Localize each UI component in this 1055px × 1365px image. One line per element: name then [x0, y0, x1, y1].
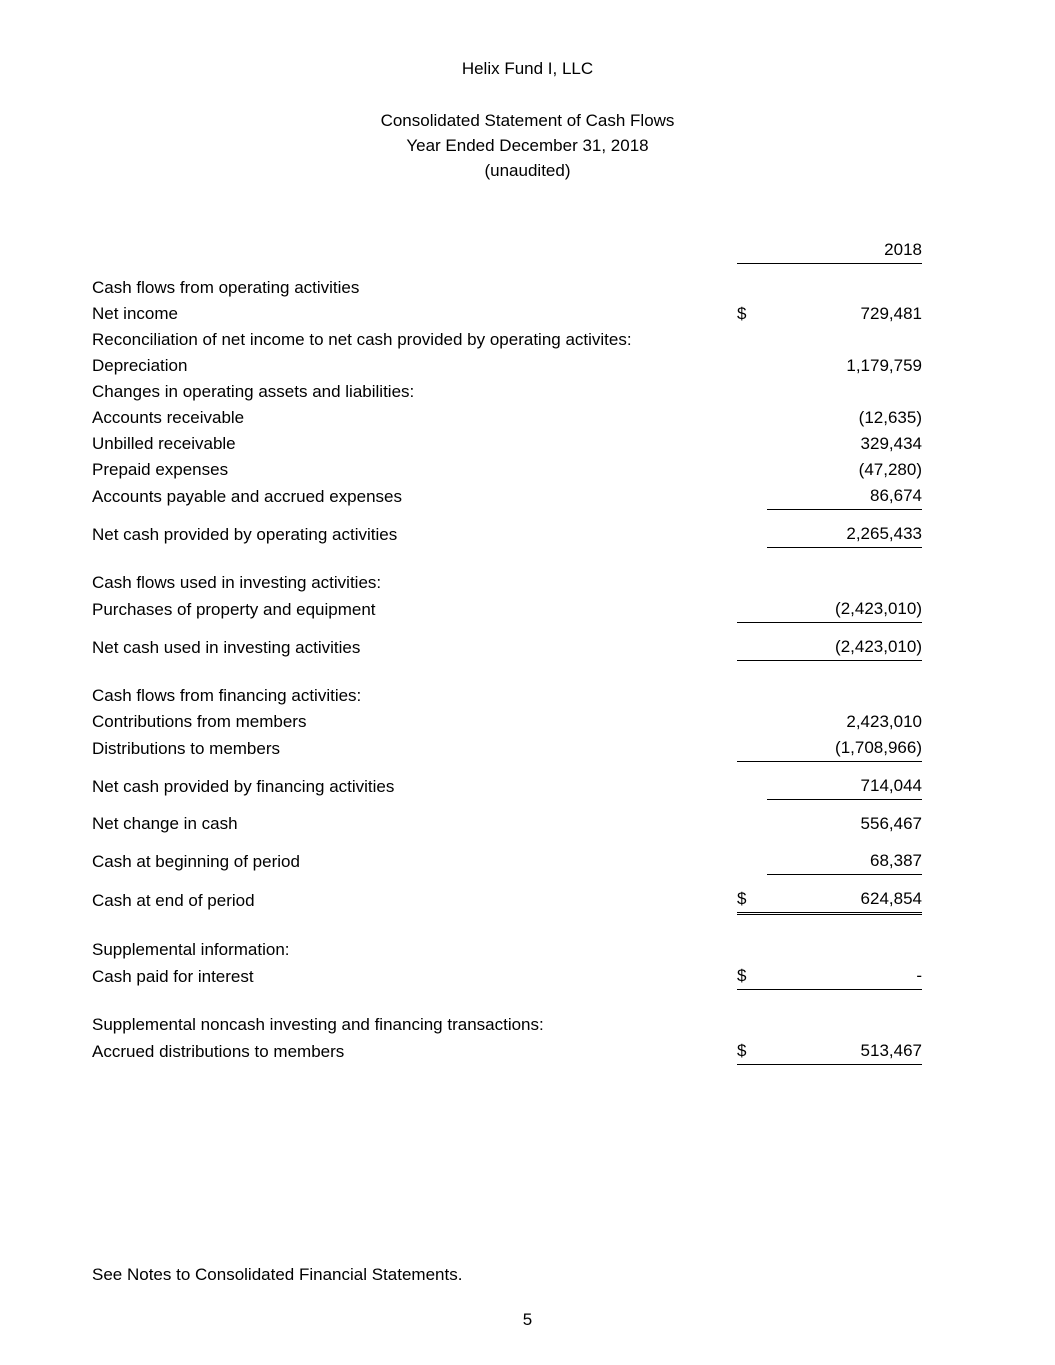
- table-row: [92, 937, 922, 963]
- table-row: [92, 301, 922, 327]
- table-row: [92, 431, 922, 457]
- spacer-row: [92, 762, 922, 774]
- table-row: [92, 353, 922, 379]
- table-row: [92, 405, 922, 431]
- row-amount-net-income: 729,481: [860, 304, 922, 323]
- row-amount-purchases-ppe: (2,423,010): [767, 596, 922, 623]
- row-label-net-cash-investing: Net cash used in investing activities: [92, 637, 361, 657]
- row-label-cash-end: Cash at end of period: [92, 890, 255, 910]
- row-label-unbilled-receivable: Unbilled receivable: [92, 434, 236, 453]
- row-amount-net-cash-operating: 2,265,433: [767, 521, 922, 548]
- spacer-row: [92, 548, 922, 571]
- row-amount-contributions: 2,423,010: [846, 712, 922, 731]
- table-row: [92, 848, 922, 875]
- row-amount-accrued-distributions: 513,467: [767, 1038, 922, 1065]
- table-row: [92, 683, 922, 709]
- table-row: [92, 634, 922, 661]
- table-row: [92, 886, 922, 914]
- spacer-row: [92, 510, 922, 522]
- spacer-row: [92, 875, 922, 887]
- row-label-investing-header: Cash flows used in investing activities:: [92, 573, 382, 592]
- row-amount-depreciation: 1,179,759: [846, 356, 922, 375]
- table-row: [92, 379, 922, 405]
- row-label-net-cash-financing: Net cash provided by financing activities: [92, 776, 395, 796]
- header-blank-cell: [92, 237, 737, 264]
- row-label-contributions: Contributions from members: [92, 712, 307, 731]
- row-label-net-income: Net income: [92, 304, 178, 323]
- row-amount-unbilled-receivable: 329,434: [860, 434, 922, 453]
- row-amount-cash-end: 624,854: [767, 886, 922, 914]
- statement-audit-status: (unaudited): [484, 161, 571, 180]
- row-amount-prepaid-expenses: (47,280): [858, 460, 922, 479]
- row-amount-net-change-cash: 556,467: [860, 814, 922, 833]
- table-row: [92, 327, 922, 353]
- row-label-net-change-cash: Net change in cash: [92, 814, 238, 833]
- currency-symbol: $: [737, 886, 767, 914]
- row-label-operating-header: Cash flows from operating activities: [92, 278, 360, 297]
- row-label-supplemental-noncash-header: Supplemental noncash investing and financing transactions:: [92, 1015, 544, 1034]
- spacer-row: [92, 264, 922, 276]
- row-amount-net-cash-financing: 714,044: [767, 773, 922, 800]
- row-amount-net-cash-investing: (2,423,010): [767, 634, 922, 661]
- row-amount-accounts-receivable: (12,635): [858, 408, 922, 427]
- table-row: [92, 570, 922, 596]
- statement-title: Consolidated Statement of Cash Flows: [380, 111, 675, 130]
- spacer-row: [92, 623, 922, 635]
- cash-flow-table: [92, 237, 922, 1065]
- row-label-financing-header: Cash flows from financing activities:: [92, 686, 362, 705]
- table-row: [92, 709, 922, 735]
- table-row: [92, 963, 922, 990]
- spacer-row: [92, 990, 922, 1013]
- row-amount-cash-beginning: 68,387: [767, 848, 922, 875]
- row-label-accrued-distributions: Accrued distributions to members: [92, 1041, 345, 1061]
- table-header-row: [92, 237, 922, 264]
- row-label-reconciliation: Reconciliation of net income to net cash provided by operating activites:: [92, 330, 632, 349]
- row-label-accounts-receivable: Accounts receivable: [92, 408, 245, 427]
- page-number: 5: [522, 1310, 533, 1329]
- row-label-net-cash-operating: Net cash provided by operating activities: [92, 524, 398, 544]
- table-row: [92, 1038, 922, 1065]
- table-row: [92, 811, 922, 837]
- table-row: [92, 1012, 922, 1038]
- column-header-2018: 2018: [767, 237, 922, 264]
- row-label-prepaid-expenses: Prepaid expenses: [92, 460, 229, 479]
- document-header: [0, 0, 1055, 183]
- statement-heading: [0, 108, 1055, 183]
- row-label-cash-beginning: Cash at beginning of period: [92, 851, 300, 871]
- spacer-row: [92, 800, 922, 812]
- table-row: [92, 596, 922, 623]
- row-amount-cash-paid-interest: -: [767, 963, 922, 990]
- row-label-cash-paid-interest: Cash paid for interest: [92, 966, 254, 986]
- row-label-changes-header: Changes in operating assets and liabilities:: [92, 382, 415, 401]
- table-row: [92, 275, 922, 301]
- row-label-purchases-ppe: Purchases of property and equipment: [92, 599, 376, 619]
- row-amount-accounts-payable: 86,674: [767, 483, 922, 510]
- row-label-distributions: Distributions to members: [92, 738, 281, 758]
- spacer-row: [92, 914, 922, 938]
- table-row: [92, 457, 922, 483]
- currency-symbol: $: [737, 304, 747, 323]
- company-name: Helix Fund I, LLC: [461, 59, 594, 78]
- row-label-depreciation: Depreciation: [92, 356, 188, 375]
- row-label-accounts-payable: Accounts payable and accrued expenses: [92, 486, 402, 506]
- table-row: [92, 521, 922, 548]
- currency-symbol: $: [737, 963, 767, 990]
- header-currency-spacer: [737, 237, 767, 264]
- spacer-row: [92, 837, 922, 848]
- table-row: [92, 773, 922, 800]
- table-row: [92, 735, 922, 762]
- spacer-row: [92, 661, 922, 684]
- table-row: [92, 483, 922, 510]
- statement-period: Year Ended December 31, 2018: [406, 136, 649, 155]
- row-label-supplemental-info-header: Supplemental information:: [92, 940, 290, 959]
- notes-reference: See Notes to Consolidated Financial Statements.: [92, 1265, 463, 1284]
- row-amount-distributions: (1,708,966): [767, 735, 922, 762]
- currency-symbol: $: [737, 1038, 767, 1065]
